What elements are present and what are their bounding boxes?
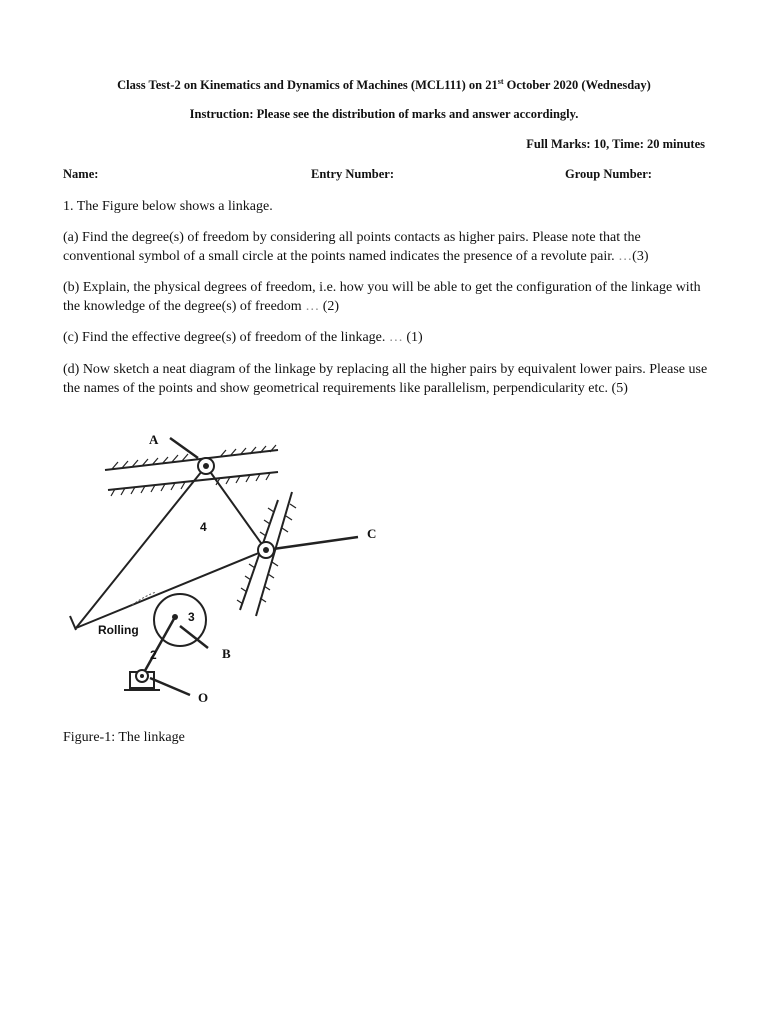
question-b-text: (b) Explain, the physical degrees of freedom, i.e. how you will be able to get the configuration of the linkage with the knowledge of the degree(s) of freedom xyxy=(63,280,701,314)
figure-caption: Figure-1: The linkage xyxy=(63,730,185,745)
title-text-1: Class Test-2 on Kinematics and Dynamics of Machines (MCL111) on 21 xyxy=(117,78,498,93)
label-B: B xyxy=(222,646,231,661)
link-number-2: 2 xyxy=(150,648,157,662)
question-a-dots: … xyxy=(618,249,633,264)
ground-hatching-top xyxy=(111,445,276,496)
question-b xyxy=(63,278,713,316)
linkage-figure xyxy=(60,420,400,720)
label-O: O xyxy=(198,690,209,705)
question-d: (d) Now sketch a neat diagram of the linkage by replacing all the higher pairs by equivalent lower pairs. Please use the names of the points and show geometrical requirements like parallelism, perpendicularity etc. (5) xyxy=(63,362,708,396)
question-a-marks: (3) xyxy=(632,249,649,264)
page-title xyxy=(0,77,768,93)
question-b-marks: (2) xyxy=(319,299,340,314)
link-2 xyxy=(142,617,175,676)
question-b-dots: … xyxy=(305,299,320,314)
question-intro: 1. The Figure below shows a linkage. xyxy=(63,199,273,214)
question-c-marks: (1) xyxy=(402,330,423,345)
question-c-dots: … xyxy=(388,330,403,345)
group-number-field-label: Group Number: xyxy=(565,167,652,181)
full-marks-line: Full Marks: 10, Time: 20 minutes xyxy=(526,137,705,151)
title-text-2: October 2020 (Wednesday) xyxy=(503,78,651,93)
rolling-label: Rolling xyxy=(98,623,139,637)
instruction-line: Instruction: Please see the distribution of marks and answer accordingly. xyxy=(189,107,579,121)
link-number-4: 4 xyxy=(200,520,207,534)
label-C: C xyxy=(367,526,377,541)
question-c-text: (c) Find the effective degree(s) of freedom of the linkage. xyxy=(63,330,389,345)
title-superscript: st xyxy=(497,77,504,86)
question-a-text: (a) Find the degree(s) of freedom by considering all points contacts as higher pairs. Please note that the conventional symbol of a small circle at the points named indicates the presence of a revolute pair. xyxy=(63,230,641,264)
arrow-A xyxy=(170,438,198,458)
question-c xyxy=(63,328,713,347)
link-4-triangle xyxy=(76,466,266,628)
entry-number-field-label: Entry Number: xyxy=(311,167,394,181)
name-field-label: Name: xyxy=(63,167,99,181)
link-4-tip xyxy=(70,616,76,630)
label-A: A xyxy=(149,432,159,447)
linkage-diagram xyxy=(60,420,400,720)
link-number-3: 3 xyxy=(188,610,195,624)
link-C-arm xyxy=(266,537,358,550)
arrow-O xyxy=(150,678,190,695)
question-a xyxy=(63,228,713,266)
